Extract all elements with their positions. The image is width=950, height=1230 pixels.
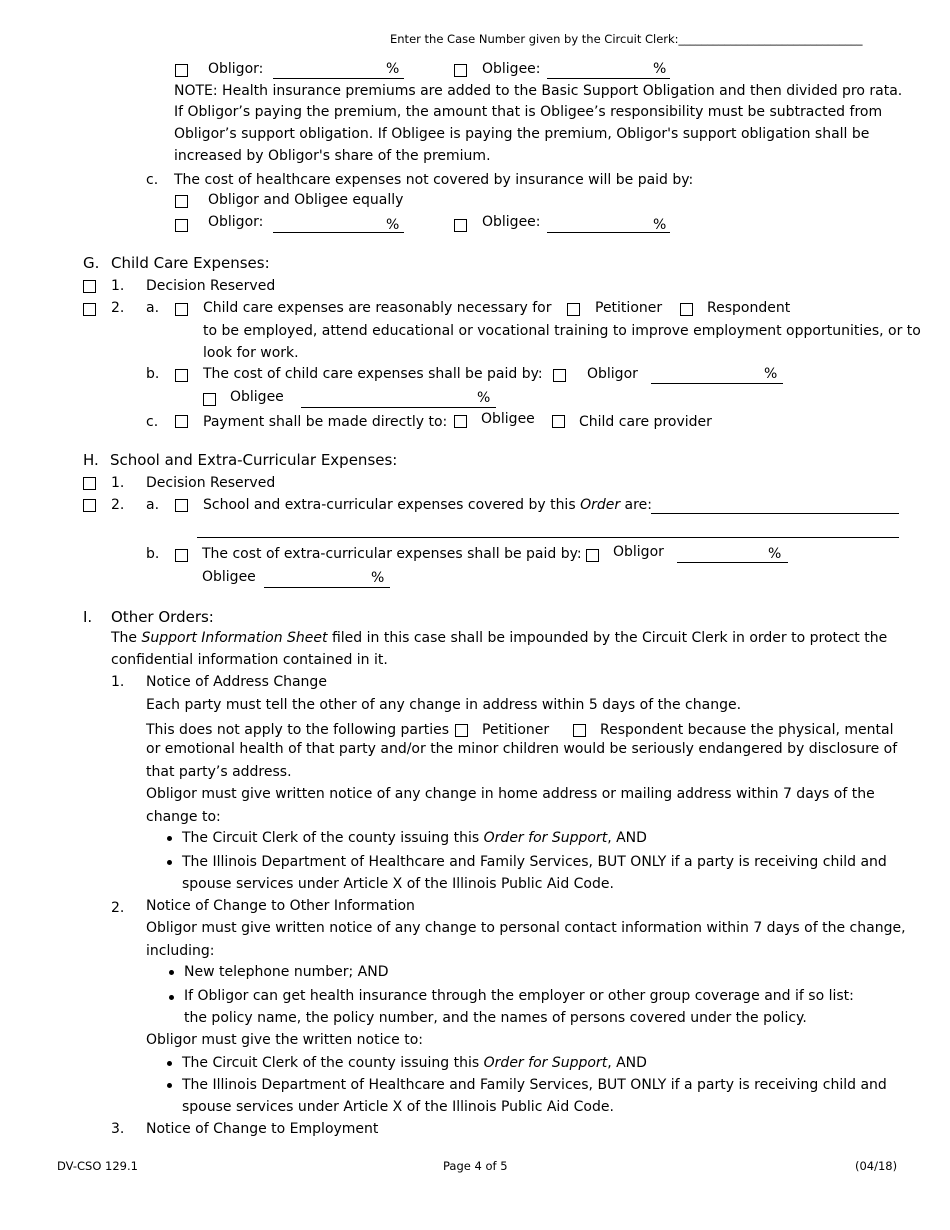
healthcare-obligor-label: Obligor: — [208, 214, 264, 230]
healthcare-equally-checkbox[interactable] — [175, 195, 188, 208]
bullet-icon — [169, 995, 174, 1000]
g2b-obligor-checkbox[interactable] — [553, 369, 566, 382]
i2-title: Notice of Change to Other Information — [146, 898, 415, 914]
i1-line: This does not apply to the following parties — [146, 722, 450, 738]
i2-b3-italic: Order for Support — [483, 1055, 608, 1071]
i3-num: 3. — [111, 1121, 125, 1137]
i1-line: change to: — [146, 809, 221, 825]
g2b-obligor-label: Obligor — [587, 366, 638, 382]
section-i-intro-line: confidential information contained in it. — [111, 652, 388, 668]
g2b-obligee-label: Obligee — [230, 389, 284, 405]
premium-obligee-pct-field[interactable] — [547, 78, 670, 79]
h2b-obligor-pct-sign: % — [768, 546, 782, 562]
premium-obligor-checkbox[interactable] — [175, 64, 188, 77]
h2a-text-post: are: — [620, 497, 652, 513]
healthcare-obligee-label: Obligee: — [482, 214, 541, 230]
g2c-provider-checkbox[interactable] — [552, 415, 565, 428]
bullet-icon — [167, 1083, 172, 1088]
g2b-obligee-pct-field[interactable] — [301, 407, 496, 408]
healthcare-obligor-checkbox[interactable] — [175, 219, 188, 232]
case-number-field[interactable]: ________________________________ — [678, 32, 863, 46]
section-i-letter: I. — [83, 608, 93, 626]
i2-b3-post: , AND — [607, 1055, 647, 1071]
healthcare-obligee-pct-sign: % — [653, 217, 667, 233]
i2-b3-pre: The Circuit Clerk of the county issuing this — [182, 1055, 484, 1071]
i2-line: Obligor must give written notice of any change to personal contact information within 7 days of the change, — [146, 920, 906, 936]
bullet-icon — [169, 970, 174, 975]
footer-page-number: Page 4 of 5 — [443, 1159, 508, 1173]
i2-bullet-line: the policy name, the policy number, and the names of persons covered under the policy. — [184, 1010, 807, 1026]
i2-bullet-line: If Obligor can get health insurance through the employer or other group coverage and if so list: — [184, 988, 854, 1004]
healthcare-obligee-pct-field[interactable] — [547, 232, 670, 233]
healthcare-equally-label: Obligor and Obligee equally — [208, 192, 404, 208]
h2a-checkbox[interactable] — [175, 499, 188, 512]
i2-bullet-line: spouse services under Article X of the Illinois Public Aid Code. — [182, 1099, 614, 1115]
premium-note-line: If Obligor’s paying the premium, the amount that is Obligee’s responsibility must be subtracted from — [174, 104, 883, 120]
h2-checkbox[interactable] — [83, 499, 96, 512]
i1-bullet-line: The Illinois Department of Healthcare and Family Services, BUT ONLY if a party is receiving child and — [182, 854, 887, 870]
premium-note-line: NOTE: Health insurance premiums are added to the Basic Support Obligation and then divided pro rata. — [174, 83, 903, 99]
h2b-obligor-label: Obligor — [613, 544, 664, 560]
h2a-letter: a. — [146, 497, 160, 513]
premium-note-line: increased by Obligor's share of the premium. — [174, 148, 491, 164]
g1-text: Decision Reserved — [146, 278, 276, 294]
h2b-obligor-checkbox[interactable] — [586, 549, 599, 562]
g2a-petitioner-checkbox[interactable] — [567, 303, 580, 316]
h2a-expenses-field[interactable] — [651, 513, 899, 514]
i1-num: 1. — [111, 674, 125, 690]
h2b-obligee-label: Obligee — [202, 569, 256, 585]
healthcare-c-letter: c. — [146, 172, 159, 188]
g2a-text: Child care expenses are reasonably necessary for — [203, 300, 552, 316]
footer-form-id: DV-CSO 129.1 — [57, 1159, 138, 1173]
g2c-obligee-checkbox[interactable] — [454, 415, 467, 428]
intro-italic: Support Information Sheet — [141, 630, 328, 646]
i1-title: Notice of Address Change — [146, 674, 327, 690]
section-h-title: School and Extra-Curricular Expenses: — [110, 451, 398, 469]
g2-num: 2. — [111, 300, 125, 316]
i1-line: that party’s address. — [146, 764, 292, 780]
premium-obligee-checkbox[interactable] — [454, 64, 467, 77]
h2a-text-italic: Order — [580, 497, 621, 513]
i1-line: or emotional health of that party and/or the minor children would be seriously endangered by disclosure of — [146, 741, 898, 757]
h2-num: 2. — [111, 497, 125, 513]
i3-title: Notice of Change to Employment — [146, 1121, 379, 1137]
i2-bullet-line — [182, 1056, 647, 1070]
section-g-title: Child Care Expenses: — [111, 254, 270, 272]
premium-note-line: Obligor’s support obligation. If Obligee is paying the premium, Obligor's support obligation shall be — [174, 126, 870, 142]
i1-respondent-label: Respondent because the physical, mental — [600, 722, 894, 738]
healthcare-obligee-checkbox[interactable] — [454, 219, 467, 232]
g2b-checkbox[interactable] — [175, 369, 188, 382]
premium-obligee-label: Obligee: — [482, 61, 541, 77]
bullet-icon — [167, 1061, 172, 1066]
section-i-title: Other Orders: — [111, 608, 214, 626]
case-number-label — [390, 34, 863, 46]
g2a-cont-line: to be employed, attend educational or vocational training to improve employment opportunities, or to — [203, 323, 921, 339]
premium-obligee-pct-sign: % — [653, 61, 667, 77]
premium-obligor-pct-sign: % — [386, 61, 400, 77]
h1-text: Decision Reserved — [146, 475, 276, 491]
bullet-icon — [167, 836, 172, 841]
g2c-checkbox[interactable] — [175, 415, 188, 428]
g2a-cont-line: look for work. — [203, 345, 299, 361]
h1-checkbox[interactable] — [83, 477, 96, 490]
i1-bullet-line: spouse services under Article X of the Illinois Public Aid Code. — [182, 876, 614, 892]
g2b-letter: b. — [146, 366, 160, 382]
i2-bullet-line: The Illinois Department of Healthcare and Family Services, BUT ONLY if a party is receiving child and — [182, 1077, 887, 1093]
h2b-checkbox[interactable] — [175, 549, 188, 562]
section-i-intro-line — [111, 631, 887, 645]
case-number-label-text: Enter the Case Number given by the Circuit Clerk: — [390, 32, 679, 46]
h2b-text: The cost of extra-curricular expenses shall be paid by: — [202, 546, 582, 562]
i1-petitioner-label: Petitioner — [482, 722, 550, 738]
h2a-expenses-field-line2[interactable] — [197, 537, 899, 538]
g2b-obligor-pct-field[interactable] — [651, 383, 783, 384]
g2c-letter: c. — [146, 414, 159, 430]
premium-obligor-label: Obligor: — [208, 61, 264, 77]
i1-respondent-checkbox[interactable] — [573, 724, 586, 737]
g1-num: 1. — [111, 278, 125, 294]
healthcare-obligor-pct-field[interactable] — [273, 232, 404, 233]
g2b-obligor-pct-sign: % — [764, 366, 778, 382]
g2b-obligee-pct-sign: % — [477, 390, 491, 406]
bullet-icon — [167, 860, 172, 865]
premium-obligor-pct-field[interactable] — [273, 78, 404, 79]
g2c-text: Payment shall be made directly to: — [203, 414, 448, 430]
h2a-text-pre: School and extra-curricular expenses covered by this — [203, 497, 581, 513]
i2-line: including: — [146, 943, 215, 959]
g2c-provider-label: Child care provider — [579, 414, 712, 430]
g2b-obligee-checkbox[interactable] — [203, 393, 216, 406]
g2c-obligee-label: Obligee — [481, 411, 535, 427]
h2b-obligee-pct-sign: % — [371, 570, 385, 586]
h1-num: 1. — [111, 475, 125, 491]
footer-revision: (04/18) — [855, 1159, 898, 1173]
i1-line: Obligor must give written notice of any change in home address or mailing address within 7 days of the — [146, 786, 875, 802]
i1-b1-pre: The Circuit Clerk of the county issuing this — [182, 830, 484, 846]
i1-bullet-line — [182, 831, 647, 845]
g1-checkbox[interactable] — [83, 280, 96, 293]
healthcare-obligor-pct-sign: % — [386, 217, 400, 233]
i1-line: Each party must tell the other of any change in address within 5 days of the change. — [146, 697, 742, 713]
h2b-obligor-pct-field[interactable] — [677, 562, 788, 563]
g2a-petitioner-label: Petitioner — [595, 300, 663, 316]
intro-post: filed in this case shall be impounded by the Circuit Clerk in order to protect the — [327, 630, 888, 646]
i2-num: 2. — [111, 900, 125, 916]
i2-line: Obligor must give the written notice to: — [146, 1032, 423, 1048]
section-h-letter: H. — [83, 451, 99, 469]
h2a-text — [203, 498, 652, 512]
g2a-checkbox[interactable] — [175, 303, 188, 316]
g2-checkbox[interactable] — [83, 303, 96, 316]
healthcare-c-text: The cost of healthcare expenses not covered by insurance will be paid by: — [174, 172, 694, 188]
intro-pre: The — [111, 630, 142, 646]
i1-petitioner-checkbox[interactable] — [455, 724, 468, 737]
g2a-respondent-label: Respondent — [707, 300, 791, 316]
h2b-letter: b. — [146, 546, 160, 562]
i1-b1-italic: Order for Support — [483, 830, 608, 846]
g2b-text: The cost of child care expenses shall be paid by: — [203, 366, 543, 382]
i2-bullet-line: New telephone number; AND — [184, 964, 389, 980]
g2a-respondent-checkbox[interactable] — [680, 303, 693, 316]
i1-b1-post: , AND — [607, 830, 647, 846]
section-g-letter: G. — [83, 254, 100, 272]
g2a-letter: a. — [146, 300, 160, 316]
h2b-obligee-pct-field[interactable] — [264, 587, 390, 588]
